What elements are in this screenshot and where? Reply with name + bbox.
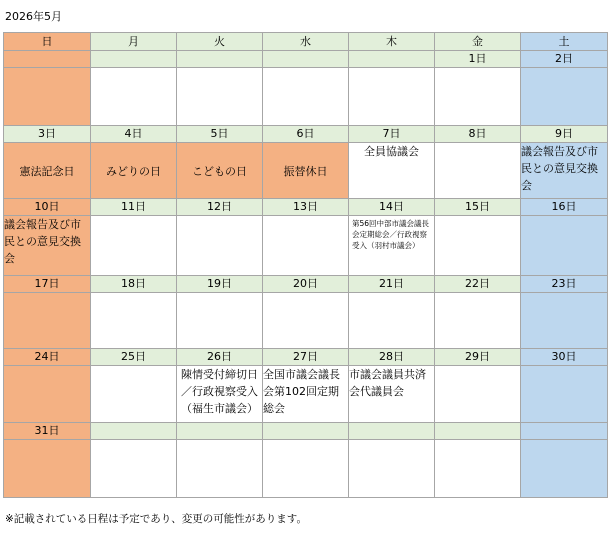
date-cell: 17日 [4, 276, 91, 293]
date-cell: 18日 [91, 276, 177, 293]
weekday-wed: 水 [263, 33, 349, 51]
event-row-week-5 [4, 366, 608, 423]
event-row-week-4 [4, 293, 608, 349]
weekday-sat: 土 [521, 33, 608, 51]
date-cell: 25日 [91, 349, 177, 366]
date-cell [177, 51, 263, 68]
event-cell [263, 440, 349, 498]
date-cell [177, 423, 263, 440]
date-cell [91, 51, 177, 68]
date-cell: 14日 [349, 199, 435, 216]
date-cell: 31日 [4, 423, 91, 440]
date-cell: 28日 [349, 349, 435, 366]
date-cell: 12日 [177, 199, 263, 216]
date-cell: 26日 [177, 349, 263, 366]
weekday-thu: 木 [349, 33, 435, 51]
date-row-week-4 [4, 276, 608, 293]
event-cell [521, 68, 608, 126]
event-cell [91, 440, 177, 498]
date-cell [521, 423, 608, 440]
event-cell [91, 366, 177, 423]
date-cell [4, 51, 91, 68]
date-cell: 11日 [91, 199, 177, 216]
date-row-week-1 [4, 51, 608, 68]
date-row-week-5 [4, 349, 608, 366]
event-cell [521, 440, 608, 498]
date-cell: 16日 [521, 199, 608, 216]
event-cell: 陳情受付締切日／行政視察受入（福生市議会） [177, 366, 263, 423]
weekday-sun: 日 [4, 33, 91, 51]
weekday-fri: 金 [435, 33, 521, 51]
event-cell [435, 143, 521, 199]
event-cell: 全員協議会 [349, 143, 435, 199]
date-cell: 10日 [4, 199, 91, 216]
event-row-week-1 [4, 68, 608, 126]
holiday-cell: みどりの日 [91, 143, 177, 199]
event-cell: 市議会議員共済会代議員会 [349, 366, 435, 423]
event-cell [177, 216, 263, 276]
date-cell: 3日 [4, 126, 91, 143]
date-cell: 29日 [435, 349, 521, 366]
date-cell [91, 423, 177, 440]
event-cell [91, 293, 177, 349]
event-cell [177, 293, 263, 349]
event-cell [435, 366, 521, 423]
event-cell: 第56回中部市議会議長会定期総会／行政視察受入（羽村市議会） [349, 216, 435, 276]
date-cell: 24日 [4, 349, 91, 366]
event-cell [177, 440, 263, 498]
event-cell [521, 366, 608, 423]
weekday-header-row [4, 33, 608, 51]
date-cell [263, 423, 349, 440]
date-cell: 15日 [435, 199, 521, 216]
date-cell [263, 51, 349, 68]
date-cell: 2日 [521, 51, 608, 68]
calendar-table [3, 32, 608, 498]
event-cell [4, 68, 91, 126]
date-cell: 30日 [521, 349, 608, 366]
date-row-week-3 [4, 199, 608, 216]
event-cell [263, 293, 349, 349]
event-cell [435, 293, 521, 349]
event-cell [4, 293, 91, 349]
event-cell [91, 68, 177, 126]
date-cell [435, 423, 521, 440]
event-cell [263, 216, 349, 276]
holiday-cell: 振替休日 [263, 143, 349, 199]
date-row-week-2 [4, 126, 608, 143]
event-row-week-3 [4, 216, 608, 276]
date-cell: 9日 [521, 126, 608, 143]
event-cell [435, 68, 521, 126]
date-cell: 8日 [435, 126, 521, 143]
date-cell: 6日 [263, 126, 349, 143]
event-row-week-6 [4, 440, 608, 498]
event-cell: 議会報告及び市民との意見交換会 [4, 216, 91, 276]
date-cell: 1日 [435, 51, 521, 68]
event-cell [4, 366, 91, 423]
event-cell [521, 293, 608, 349]
event-row-week-2 [4, 143, 608, 199]
weekday-tue: 火 [177, 33, 263, 51]
event-cell [349, 68, 435, 126]
date-cell: 7日 [349, 126, 435, 143]
event-cell [349, 440, 435, 498]
event-cell [435, 216, 521, 276]
weekday-mon: 月 [91, 33, 177, 51]
event-cell: 議会報告及び市民との意見交換会 [521, 143, 608, 199]
date-cell: 5日 [177, 126, 263, 143]
date-cell [349, 423, 435, 440]
schedule-footnote: ※記載されている日程は予定であり、変更の可能性があります。 [5, 513, 307, 525]
date-cell [349, 51, 435, 68]
event-cell [4, 440, 91, 498]
date-cell: 22日 [435, 276, 521, 293]
date-cell: 13日 [263, 199, 349, 216]
date-cell: 27日 [263, 349, 349, 366]
holiday-cell: こどもの日 [177, 143, 263, 199]
date-cell: 23日 [521, 276, 608, 293]
date-cell: 21日 [349, 276, 435, 293]
holiday-cell: 憲法記念日 [4, 143, 91, 199]
event-cell [435, 440, 521, 498]
event-cell [177, 68, 263, 126]
calendar-title: 2026年5月 [5, 10, 62, 23]
event-cell [263, 68, 349, 126]
date-cell: 19日 [177, 276, 263, 293]
event-cell: 全国市議会議長会第102回定期総会 [263, 366, 349, 423]
event-cell [349, 293, 435, 349]
date-row-week-6 [4, 423, 608, 440]
date-cell: 20日 [263, 276, 349, 293]
date-cell: 4日 [91, 126, 177, 143]
event-cell [521, 216, 608, 276]
event-cell [91, 216, 177, 276]
